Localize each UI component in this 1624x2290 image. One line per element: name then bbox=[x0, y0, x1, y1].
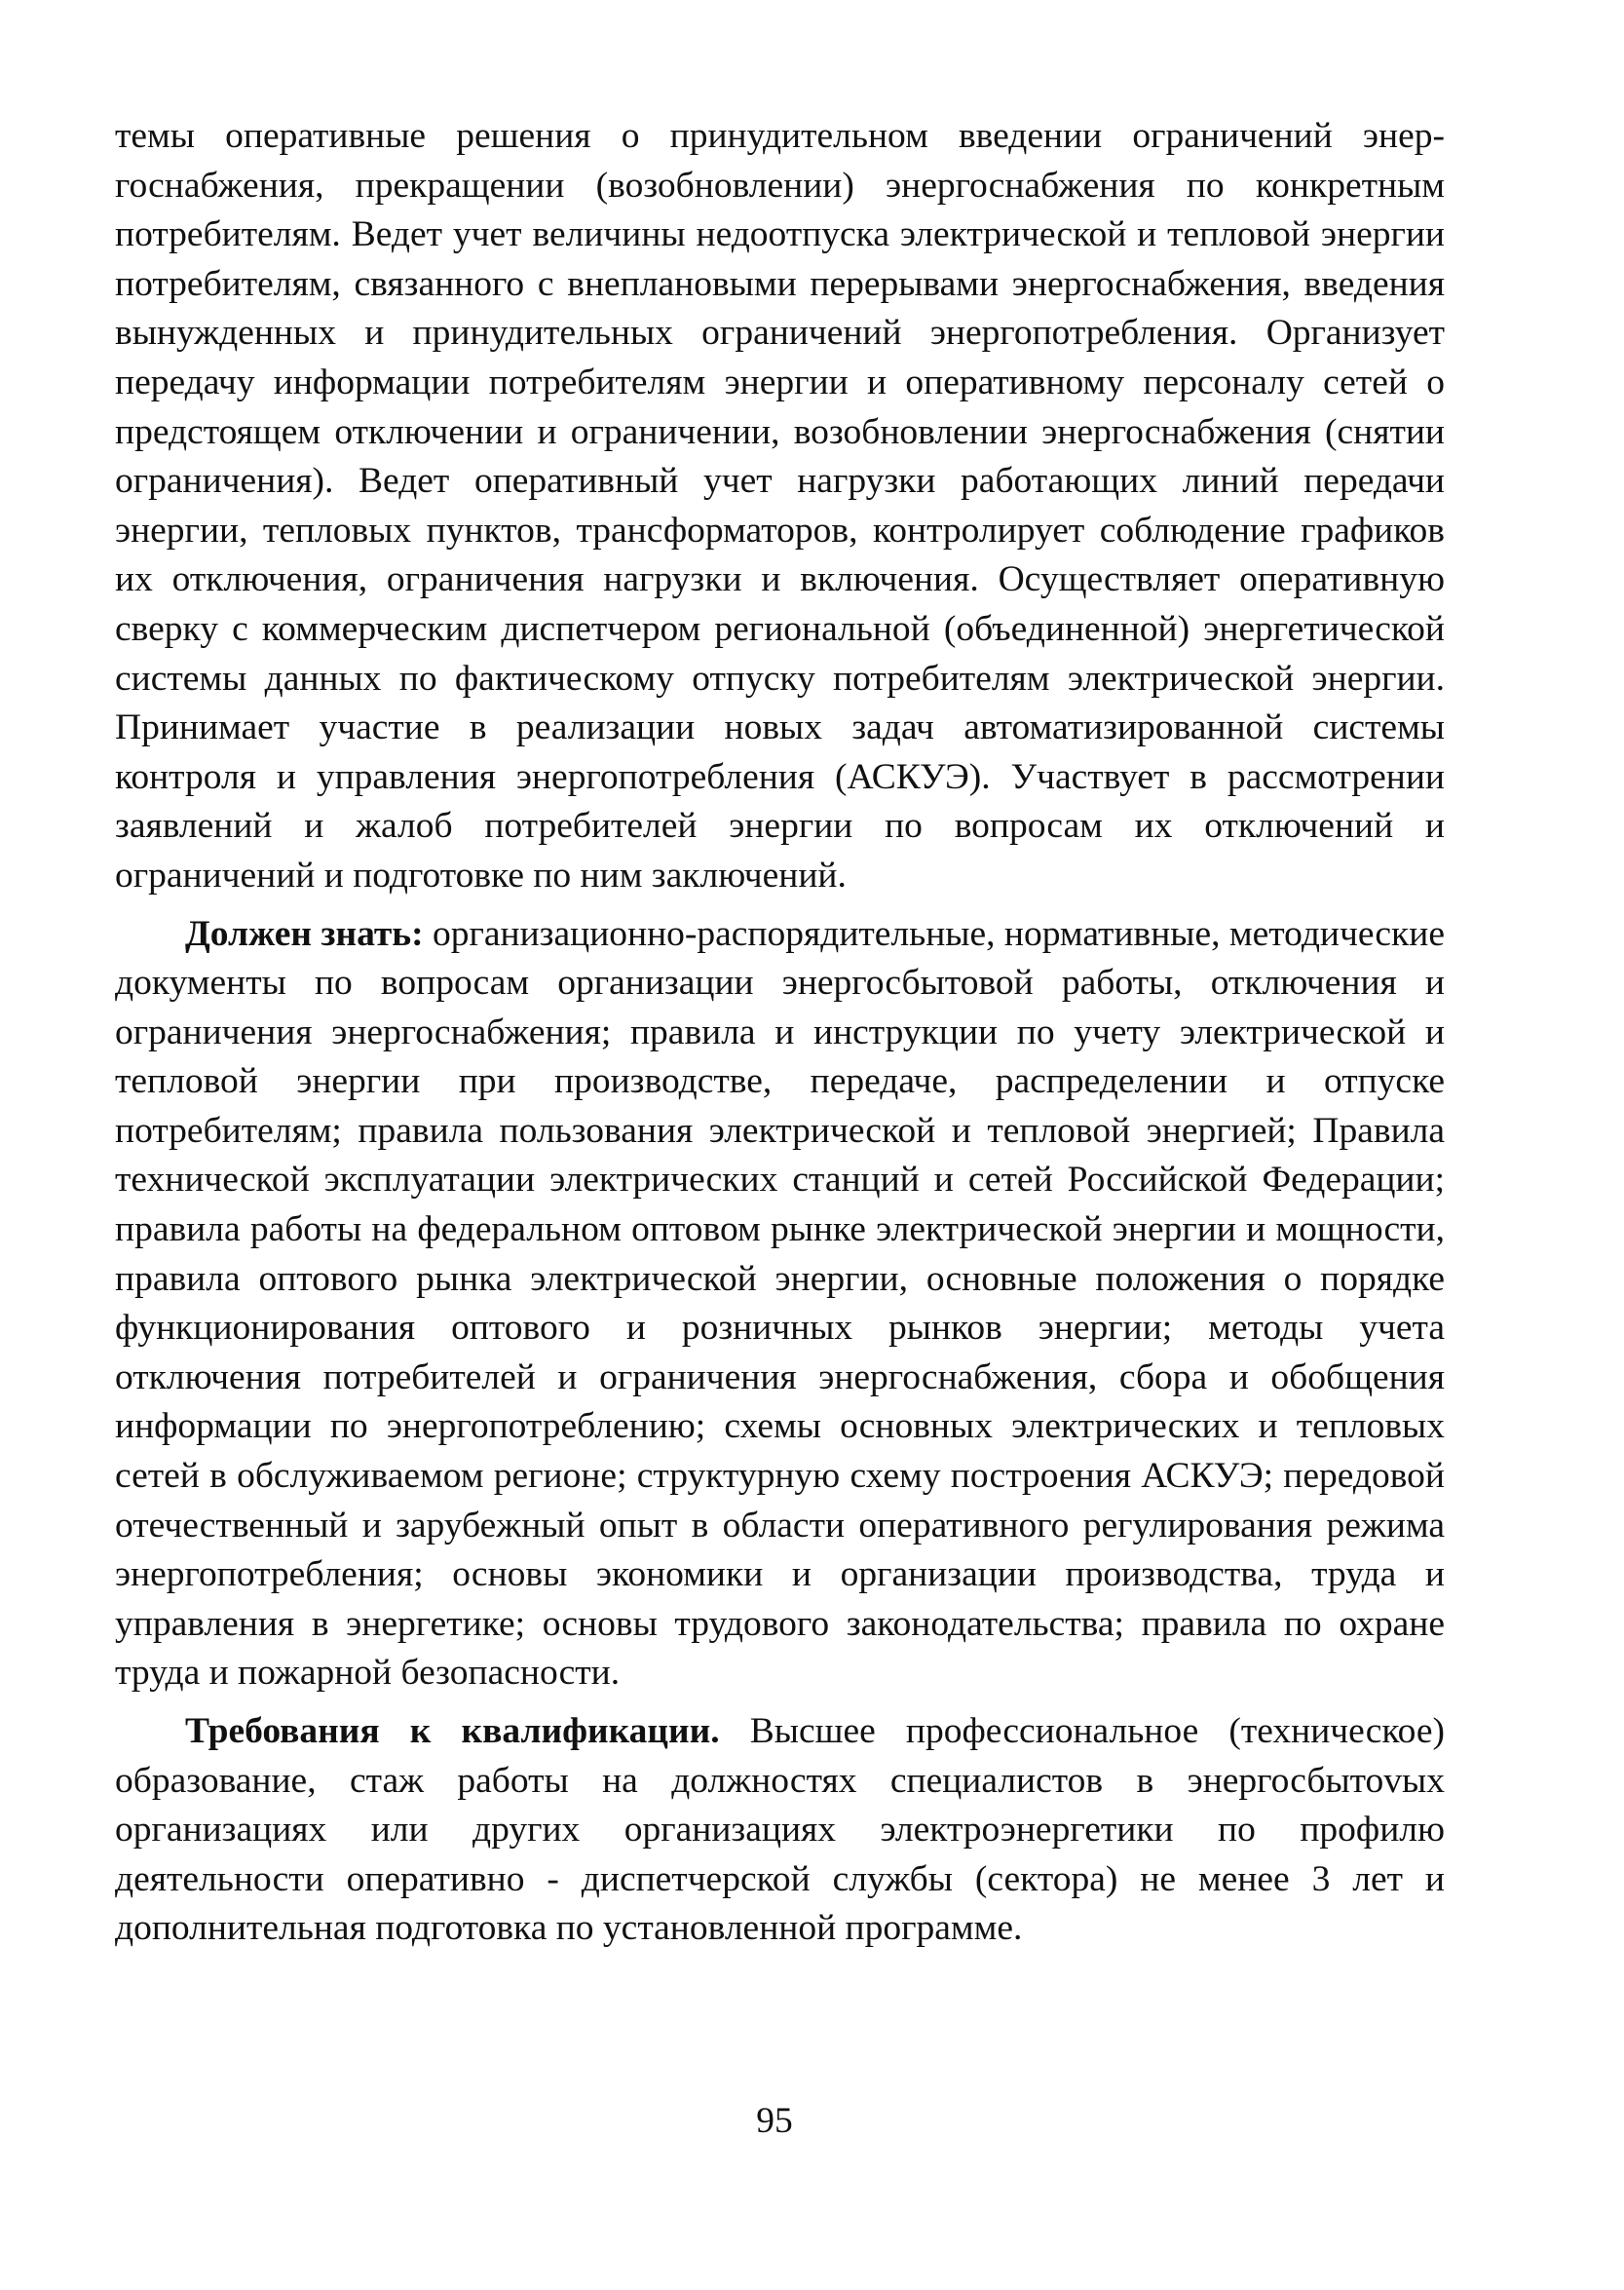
page-number: 95 bbox=[756, 2101, 793, 2141]
page-body bbox=[115, 112, 1445, 1954]
qualification-heading: Требования к квалификации. bbox=[185, 1711, 720, 1751]
must-know-heading: Должен знать: bbox=[185, 913, 424, 954]
must-know-text: организационно-распорядительные, нормативные, методические документы по вопросам организации энергосбытовой работы, отключения и ограничения энергоснабжения; правила и инструкции по учету электрической и тепловой энергии при производстве, передаче, распределении и отпуске потребителям; правила пользования электрической и тепловой энергией; Правила технической эксплуатации электрических станций и сетей Российской Федерации; правила работы на федеральном оптовом рынке электрической энергии и мощности, правила оптового рынка электрической энергии, основные положения о порядке функционирования оптового и розничных рынков энергии; методы учета отключения потребителей и ограничения энергоснабжения, сбора и обобщения информации по энергопотреблению; схемы основных электрических и тепловых сетей в обслуживаемом регионе; структурную схему построения АСКУЭ; передовой отечественный и зарубежный опыт в области оперативного регулирования режима энергопотребления; основы экономики и организации производства, труда и управления в энергетике; основы трудового законодательства; правила по охране труда и пожарной безопасности. bbox=[115, 913, 1445, 1694]
qualification-text: Высшее профессиональное (техническое) образование, стаж работы на должностях специалистов в энергосбытоvых организациях или других организациях электроэнергетики по профилю деятельности оперативно - диспетчерской службы (сектора) не менее 3 лет и дополнительная подготовка по установленной программе. bbox=[115, 1711, 1446, 1949]
paragraph-must-know bbox=[115, 910, 1445, 1699]
paragraph-qualification bbox=[115, 1707, 1445, 1954]
paragraph-duties-continued: темы оперативные решения о принудительном введении ограничений энергоснабжения, прекращении (возобновлении) энергоснабжения по конкретным потребителям. Ведет учет величины недоотпуска электрической и тепловой энергии потребителям, связанного с внеплановыми перерывами энергоснабжения, введения вынужденных и принудительных ограничений энергопотребления. Организует передачу информации потребителям энергии и оперативному персоналу сетей о предстоящем отключении и ограничении, возобновлении энергоснабжения (снятии ограничения). Ведет оперативный учет нагрузки работающих линий передачи энергии, тепловых пунктов, трансформаторов, контролирует соблюдение графиков их отключения, ограничения нагрузки и включения. Осуществляет оперативную сверку с коммерческим диспетчером региональной (объединенной) энергетической системы данных по фактическому отпуску потребителям электрической энергии. Принимает участие в реализации новых задач автоматизированной системы контроля и управления энергопотребления (АСКУЭ). Участвует в рассмотрении заявлений и жалоб потребителей энергии по вопросам их отключений и ограничений и подготовке по ним заключений. bbox=[115, 116, 1445, 896]
